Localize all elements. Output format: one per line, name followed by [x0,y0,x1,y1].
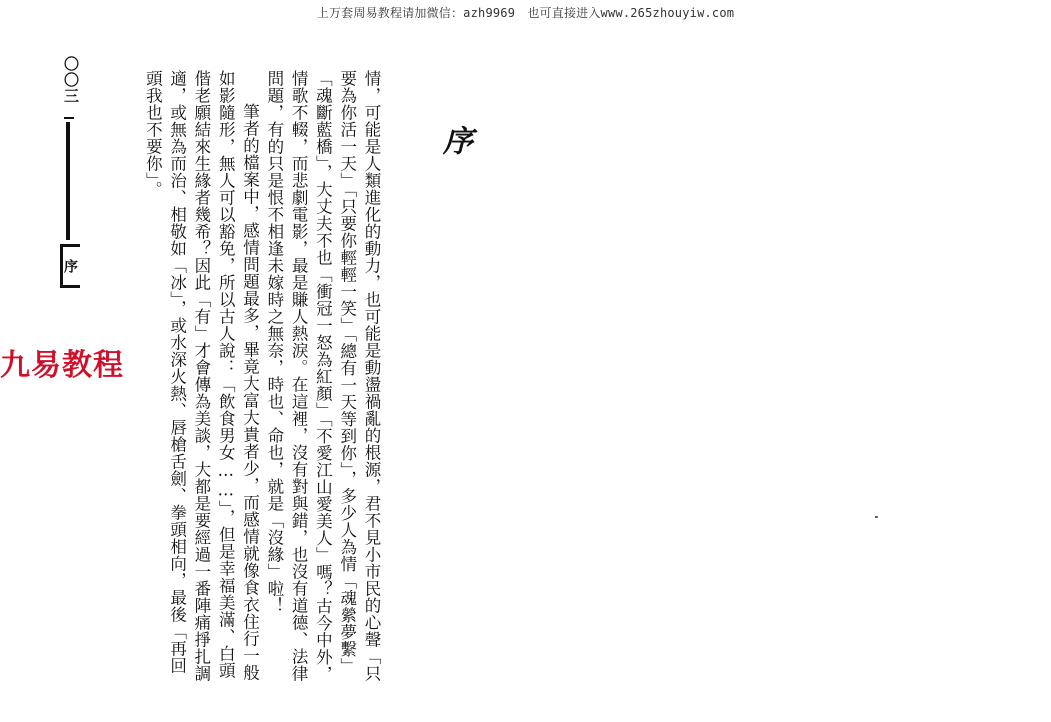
margin-rule [66,122,70,240]
body-text [140,70,383,690]
page-number: 〇〇三 [62,56,80,104]
watermark-logo: 九易教程 [0,348,124,383]
chapter-title: 序 [437,125,472,155]
paragraph-1: 情，可能是人類進化的動力，也可能是動盪禍亂的根源，君不見小市民的心聲「只要為你活一天」「只要你輕輕一笑」「總有一天等到你」，多少人為情「魂縈夢繫」「魂斷藍橋」，大丈夫不也「衝冠一怒為紅顏」「不愛江山愛美人」嗎？古今中外，情歌不輟，而悲劇電影，最是賺人熱淚。在這裡，沒有對與錯，也沒有道德、法律問題，有的只是恨不相逢未嫁時之無奈，時也、命也，就是「沒緣」啦！ [264,70,381,683]
scan-speck [875,516,878,518]
paragraph-2: 筆者的檔案中，感情問題最多，畢竟大富大貴者少，而感情就像食衣住行一般如影隨形，無人可以豁免，所以古人說：「飲食男女……」，但是幸福美滿、白頭偕老願結來生緣者幾希？因此「有」才會傳為美談，大都是要經過一番陣痛掙扎調適，或無為而治、相敬如「冰」，或水深火熱、唇槍舌劍、拳頭相向，最後「再回頭我也不要你」。 [143,70,260,682]
header-banner: 上万套周易教程请加微信：azh9969 也可直接进入www.265zhouyiw.com [316,6,735,20]
section-tab: 序 [60,244,80,288]
margin-rule-cap [64,117,74,119]
